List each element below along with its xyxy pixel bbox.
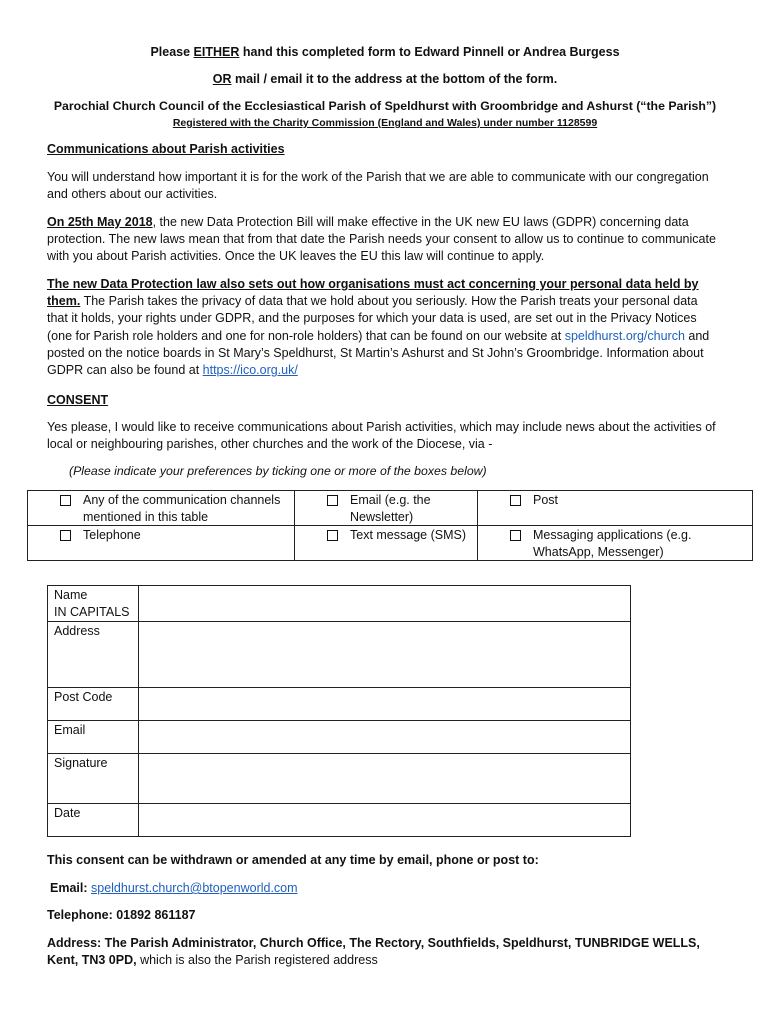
email-field[interactable]	[139, 721, 631, 754]
communications-para-2	[47, 214, 719, 266]
data-protection-emphasis: The new Data Protection law also sets out how organisations must act concerning your personal data held by them.	[47, 277, 699, 309]
option-messaging-cell	[478, 526, 753, 561]
instruction-line-2	[0, 72, 770, 86]
charity-registration: Registered with the Charity Commission (England and Wales) under number 1128599	[172, 117, 598, 129]
name-capitals-note: IN CAPITALS	[54, 604, 130, 619]
option-email-cell	[295, 491, 478, 526]
checkbox-post[interactable]	[510, 495, 521, 506]
address-label-cell	[48, 622, 139, 688]
option-email-label: Email (e.g. the Newsletter)	[350, 493, 431, 524]
contact-email-link[interactable]: speldhurst.church@btopenworld.com	[91, 881, 298, 895]
withdraw-note: This consent can be withdrawn or amended at any time by email, phone or post to:	[47, 853, 539, 867]
instruction-prefix: Please	[150, 45, 194, 59]
contact-email-label: Email:	[50, 881, 91, 895]
contact-telephone: Telephone: 01892 861187	[47, 908, 196, 922]
signature-label: Signature	[54, 756, 108, 770]
contact-address-text: Address: The Parish Administrator, Church Office, The Rectory, Southfields, Speldhurst, TUNBRIDGE WELLS, Kent, TN3 0PD,	[47, 936, 700, 968]
checkbox-any[interactable]	[60, 495, 71, 506]
checkbox-sms[interactable]	[327, 530, 338, 541]
privacy-text: The Parish takes the privacy of data that we hold about you seriously. How the Parish treats your personal data that it holds, your rights under GDPR, and the purposes for which your data is used, are set out in the Privacy Notices (one for Parish role holders and one for non-role holders) that can be found on our website at	[47, 294, 698, 343]
option-post-cell	[478, 491, 753, 526]
option-sms-cell	[295, 526, 478, 561]
option-post-label: Post	[533, 493, 559, 507]
postcode-label: Post Code	[54, 690, 113, 704]
communications-para-1: You will understand how important it is for the work of the Parish that we are able to communicate with our congregation and others about our activities.	[47, 170, 709, 202]
option-telephone-label: Telephone	[83, 528, 141, 542]
name-field[interactable]	[139, 586, 631, 622]
either-emphasis: EITHER	[193, 45, 240, 59]
ico-link[interactable]: https://ico.org.uk/	[202, 363, 298, 378]
tick-instruction: (Please indicate your preferences by ticking one or more of the boxes below)	[69, 464, 487, 478]
date-label: Date	[54, 806, 81, 820]
name-label: Name	[54, 588, 88, 602]
option-any-label: Any of the communication channels mentioned in this table	[83, 493, 281, 524]
name-label-cell	[48, 586, 139, 622]
signature-label-cell	[48, 754, 139, 804]
option-telephone-cell	[28, 526, 295, 561]
parish-website-text: speldhurst.org/church	[564, 328, 685, 343]
instruction-line-1	[0, 45, 770, 59]
address-label: Address	[54, 624, 100, 638]
communications-para-2-text: , the new Data Protection Bill will make effective in the UK new EU laws (GDPR) concerning data protection. The new laws mean that from that date the Parish needs your consent to allow us to continue to communicate with you about Parish activities. Once the UK leaves the EU this law will continue to apply.	[47, 215, 716, 264]
date-field[interactable]	[139, 804, 631, 837]
checkbox-email[interactable]	[327, 495, 338, 506]
contact-email-line	[50, 881, 298, 895]
option-messaging-label: Messaging applications (e.g. WhatsApp, Messenger)	[533, 528, 692, 559]
option-sms-label: Text message (SMS)	[350, 528, 467, 542]
checkbox-telephone[interactable]	[60, 530, 71, 541]
checkbox-messaging[interactable]	[510, 530, 521, 541]
signature-field[interactable]	[139, 754, 631, 804]
contact-address	[47, 935, 719, 969]
preferences-table	[27, 490, 753, 561]
gdpr-date: On 25th May 2018	[47, 215, 153, 229]
communications-para-3	[47, 276, 719, 379]
instruction-line-2-text: mail / email it to the address at the bottom of the form.	[231, 72, 558, 86]
address-field[interactable]	[139, 622, 631, 688]
registered-address-note: which is also the Parish registered address	[136, 953, 378, 968]
date-label-cell	[48, 804, 139, 837]
consent-para: Yes please, I would like to receive communications about Parish activities, which may include news about the activities of local or neighbouring parishes, other churches and the work of the Diocese, via -	[47, 420, 716, 452]
privacy-text-continued: and posted on the notice boards in St Mary’s Speldhurst, St Martin’s Ashurst and St John’s Groombridge. Information about GDPR can also be found at	[47, 328, 710, 378]
option-any-cell	[28, 491, 295, 526]
email-label: Email	[54, 723, 86, 737]
consent-heading: CONSENT	[47, 393, 109, 407]
personal-details-table	[47, 585, 631, 837]
communications-heading: Communications about Parish activities	[47, 142, 285, 156]
instruction-suffix: hand this completed form to Edward Pinnell or Andrea Burgess	[239, 45, 620, 59]
or-emphasis: OR	[212, 72, 232, 86]
postcode-label-cell	[48, 688, 139, 721]
postcode-field[interactable]	[139, 688, 631, 721]
email-label-cell	[48, 721, 139, 754]
parish-title: Parochial Church Council of the Ecclesiastical Parish of Speldhurst with Groombridge and Ashurst (“the Parish”)	[53, 99, 717, 113]
